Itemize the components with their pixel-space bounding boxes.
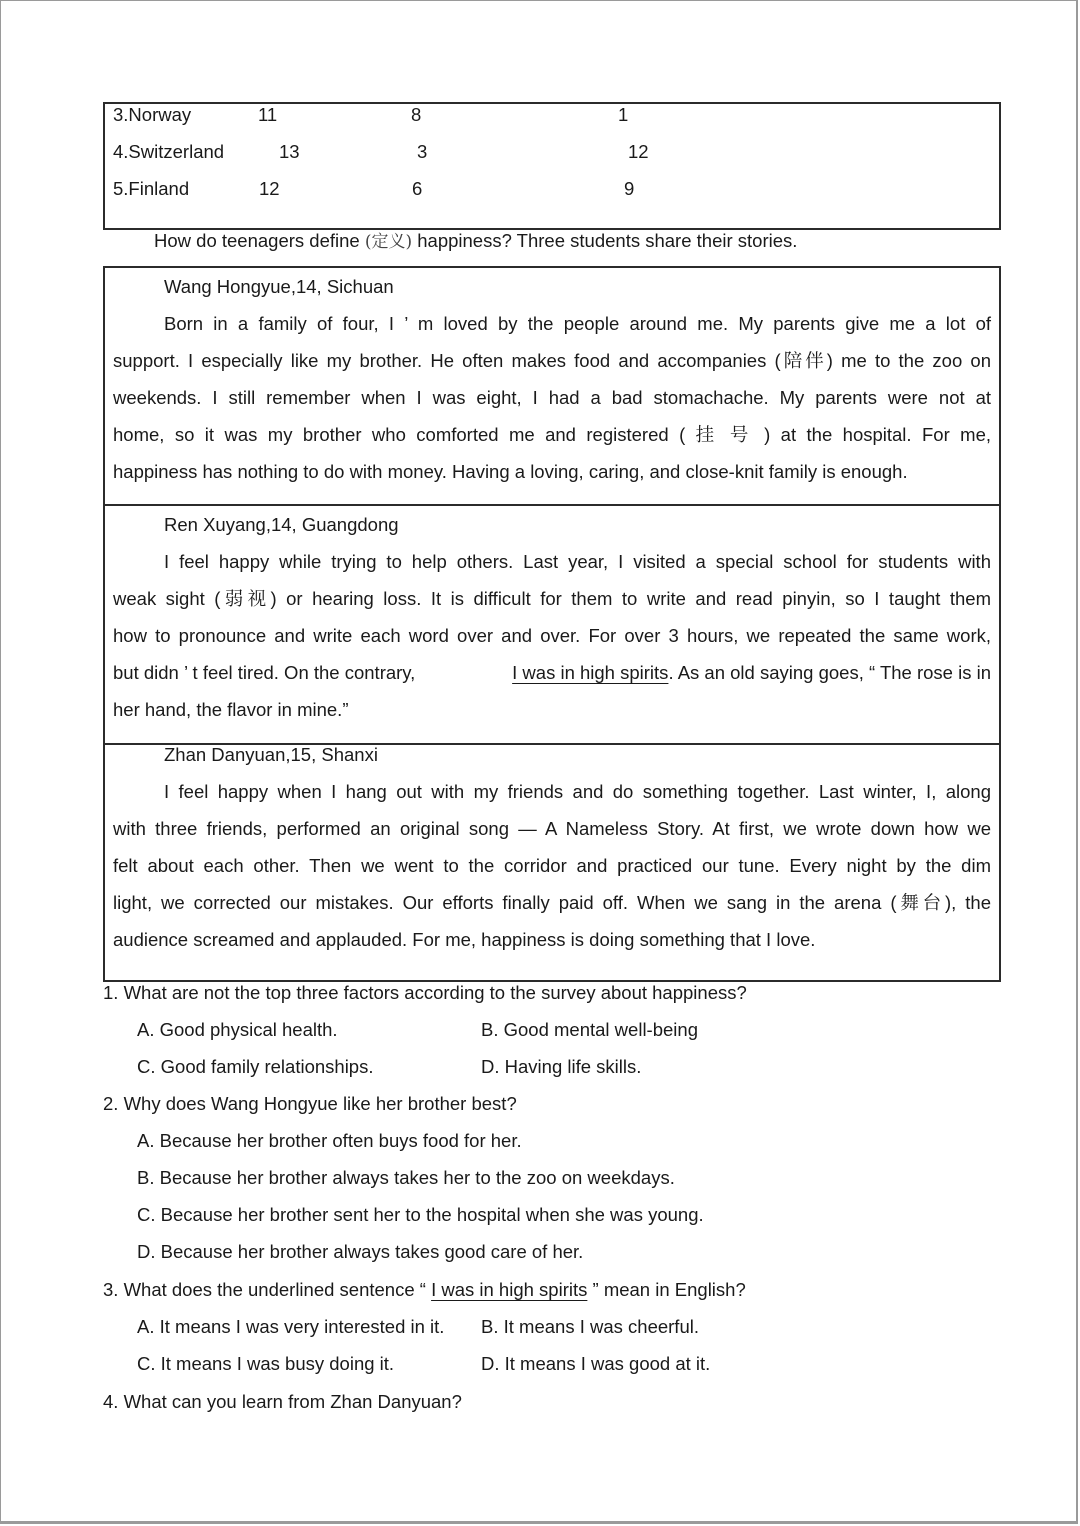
option-1a: A. Good physical health. — [137, 1019, 338, 1040]
table-cell: 6 — [412, 178, 423, 199]
story-line: I feel happy when I hang out with my friends and do something together. Last winter, I, along — [164, 781, 991, 802]
table-cell: 12 — [259, 178, 280, 199]
story-line: Born in a family of four, I ’ m loved by the people around me. My parents give me a lot of — [164, 313, 991, 334]
underlined-sentence: I was in high spirits — [512, 662, 669, 683]
option-3c: C. It means I was busy doing it. — [137, 1353, 395, 1374]
question-3: 3. What does the underlined sentence “ I was in high spirits ” mean in English? — [103, 1279, 746, 1300]
question-2: 2. Why does Wang Hongyue like her brother best? — [103, 1093, 517, 1114]
table-cell: 11 — [258, 104, 278, 125]
story-line: weekends. I still remember when I was eight, I had a bad stomachache. My parents were not at — [113, 387, 991, 408]
story-line: home, so it was my brother who comforted me and registered ( 挂 号 ) at the hospital. For me, — [113, 424, 991, 445]
table-cell: 1 — [618, 104, 629, 125]
option-2c: C. Because her brother sent her to the hospital when she was young. — [137, 1204, 704, 1225]
question-1: 1. What are not the top three factors according to the survey about happiness? — [103, 982, 747, 1003]
option-3a: A. It means I was very interested in it. — [137, 1316, 445, 1337]
option-1d: D. Having life skills. — [481, 1056, 642, 1077]
option-2d: D. Because her brother always takes good care of her. — [137, 1241, 584, 1262]
table-cell-country: 4.Switzerland — [113, 141, 225, 162]
story-line: weak sight (弱视) or hearing loss. It is difficult for them to write and read pinyin, so I taught them — [113, 588, 991, 609]
story-line: support. I especially like my brother. He often makes food and accompanies (陪伴) me to the zoo on — [113, 350, 991, 371]
survey-table — [103, 102, 1001, 230]
story-author: Ren Xuyang,14, Guangdong — [164, 514, 399, 535]
story-line: light, we corrected our mistakes. Our efforts finally paid off. When we sang in the arena (舞台), the — [113, 892, 991, 913]
table-cell-country: 3.Norway — [113, 104, 192, 125]
table-cell-country: 5.Finland — [113, 178, 190, 199]
story-line: but didn ’ t feel tired. On the contrary, I was in high spirits. As an old saying goes, “ The rose is in — [113, 662, 991, 683]
story-author: Wang Hongyue,14, Sichuan — [164, 276, 394, 297]
option-3b: B. It means I was cheerful. — [481, 1316, 699, 1337]
table-cell: 8 — [411, 104, 422, 125]
story-line: her hand, the flavor in mine.” — [113, 699, 349, 720]
option-2a: A. Because her brother often buys food for her. — [137, 1130, 522, 1151]
story-line: felt about each other. Then we went to the corridor and practiced our tune. Every night by the dim — [113, 855, 991, 876]
story-line: how to pronounce and write each word over and over. For over 3 hours, we repeated the same work, — [113, 625, 991, 646]
story-line: happiness has nothing to do with money. Having a loving, caring, and close-knit family is enough. — [113, 461, 908, 482]
table-cell: 12 — [628, 141, 649, 162]
table-cell: 3 — [417, 141, 428, 162]
underlined-sentence-ref: I was in high spirits — [431, 1279, 588, 1300]
story-line: audience screamed and applauded. For me, happiness is doing something that I love. — [113, 929, 816, 950]
story-author: Zhan Danyuan,15, Shanxi — [164, 744, 378, 765]
story-line: I feel happy while trying to help others. Last year, I visited a special school for students with — [164, 551, 991, 572]
option-3d: D. It means I was good at it. — [481, 1353, 711, 1374]
question-4: 4. What can you learn from Zhan Danyuan? — [103, 1391, 462, 1412]
intro-text: How do teenagers define (定义) happiness? Three students share their stories. — [154, 230, 798, 252]
story-line: with three friends, performed an original song — A Nameless Story. At first, we wrote down how we — [113, 818, 991, 839]
option-1b: B. Good mental well-being — [481, 1019, 698, 1040]
option-1c: C. Good family relationships. — [137, 1056, 374, 1077]
table-cell: 13 — [279, 141, 300, 162]
table-cell: 9 — [624, 178, 635, 199]
option-2b: B. Because her brother always takes her to the zoo on weekdays. — [137, 1167, 675, 1188]
